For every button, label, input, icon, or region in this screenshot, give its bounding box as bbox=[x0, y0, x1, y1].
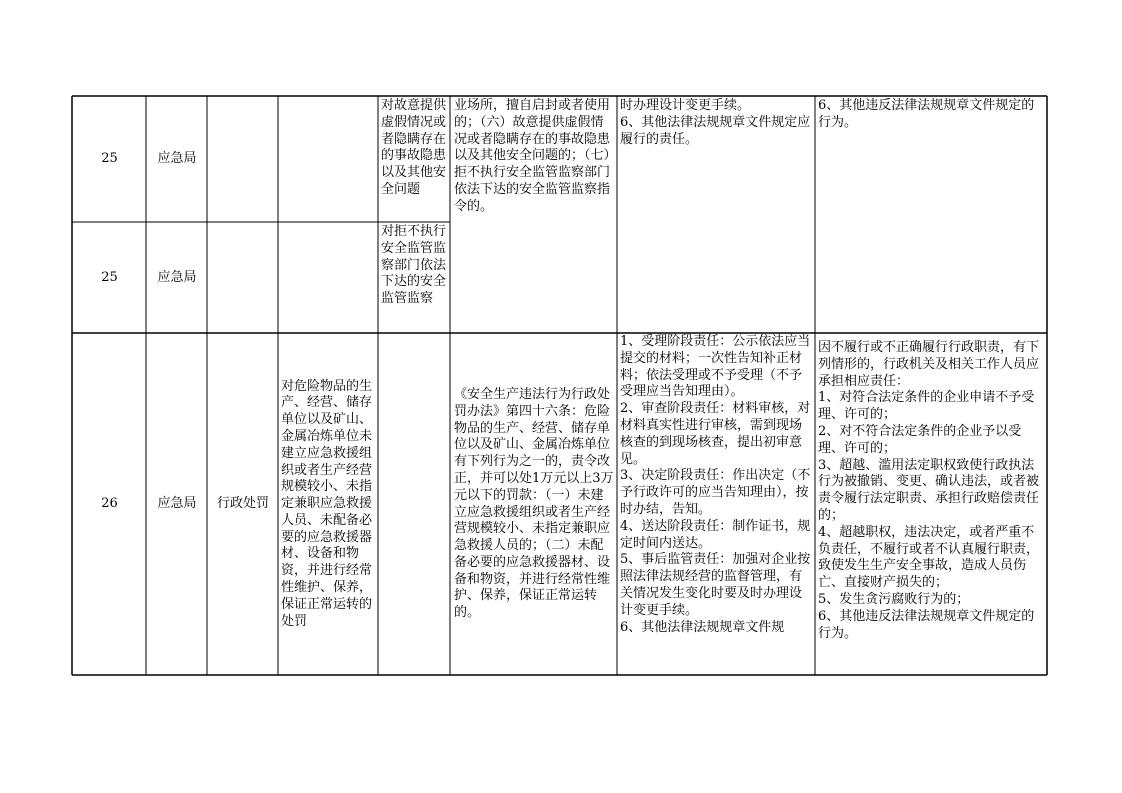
accountability-text: 因不履行或不正确履行行政职责，有下列情形的，行政机关及相关工作人员应承担相应责任： 1、对符合法定条件的企业申请不予受理、许可的； 2、对不符合法定条件的企业予以受理、许可的； 3、超越、滥用法定职权致使行政执法行为被撤销、变更、确认违法，或者被责令履行法定职责、承担行政赔偿责任的； 4、超越职权，违法决定，或者严重不负责任，不履行或者不认真履行职责，致使发生生产安全事故，造成人员伤亡、直接财产损失的； 5、发生贪污腐败行为的； 6、其他违反法律法规规章文件规定的行为。 bbox=[818, 340, 1040, 641]
penalty-name-text: 对危险物品的生产、经营、储存单位以及矿山、金属冶炼单位未建立应急救援组织或者生产经营规模较小、未指定兼职应急救援人员、未配备必要的应急救援器材、设备和物资，并进行经常性维护、保养，保证正常运转的处罚 bbox=[281, 378, 373, 629]
duty-text: 1、受理阶段责任：公示依法应当提交的材料；一次性告知补正材料；依法受理或不予受理（不予受理应当告知理由）。 2、审查阶段责任：材料审核，对材料真实性进行审核，需到现场核查的到现场核查，提出初审意见。 3、决定阶段责任：作出决定（不予行政许可的应当告知理由），按时办结，告知。 4、送达阶段责任：制作证书，规定时间内送达。 5、事后监管责任：加强对企业按照法律法规经营的监督管理，有关情况发生变化时要及时办理设计变更手续。 6、其他法律法规规章文件规 bbox=[620, 334, 811, 635]
category: 行政处罚 bbox=[216, 496, 269, 512]
duty-text: 时办理设计变更手续。 6、其他法律法规规章文件规定应履行的责任。 bbox=[620, 98, 811, 147]
penalty-name bbox=[281, 334, 375, 675]
accountability-text: 6、其他违反法律法规规章文件规定的行为。 bbox=[818, 98, 1035, 130]
row-number: 25 bbox=[101, 269, 118, 285]
row-number: 25 bbox=[101, 151, 118, 167]
legal-basis-text: 《安全生产违法行为行政处罚办法》第四十六条：危险物品的生产、经营、储存单位以及矿山、金属冶炼单位有下列行为之一的，责令改正，并可以处1万元以上3万元以下的罚款：（一）未建立应急救援组织或者生产经营规模较小、未指定兼职应急救援人员的；（二）未配备必要的应急救援器材、设备和物资，并进行经常性维护、保养，保证正常运转的。 bbox=[454, 386, 614, 621]
department: 应急局 bbox=[157, 151, 197, 167]
department: 应急局 bbox=[157, 269, 197, 285]
row-number: 26 bbox=[101, 496, 118, 512]
legal-basis: 业场所，擅自启封或者使用的；（六）故意提供虚假情况或者隐瞒存在的事故隐患以及其他安全问题的；（七）拒不执行安全监管监察部门依法下达的安全监管监察指令的。 bbox=[454, 98, 611, 214]
item-name: 对故意提供虚假情况或者隐瞒存在的事故隐患以及其他安全问题 bbox=[381, 98, 447, 197]
item-name: 对拒不执行安全监管监察部门依法下达的安全监管监察 bbox=[381, 224, 447, 307]
legal-basis bbox=[454, 334, 614, 675]
department: 应急局 bbox=[157, 496, 197, 512]
